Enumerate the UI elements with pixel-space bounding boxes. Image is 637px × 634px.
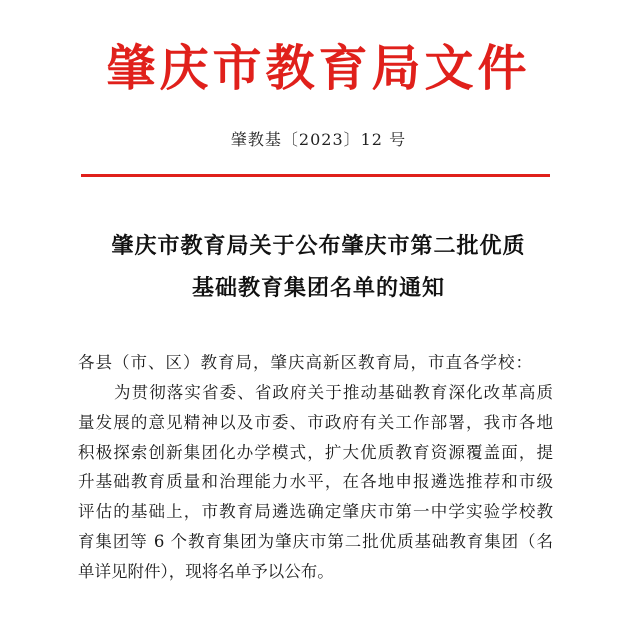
document-header: 肇庆市教育局文件 — [106, 40, 531, 97]
body-line: 量发展的意见精神以及市委、市政府有关工作部署，我市各地 — [78, 412, 553, 432]
body-line: 单详见附件），现将名单予以公布。 — [78, 561, 334, 581]
body-line: 积极探索创新集团化办学模式，扩大优质教育资源覆盖面，提 — [78, 442, 553, 462]
body-line: 评估的基础上，市教育局遴选确定肇庆市第一中学实验学校教 — [78, 502, 553, 522]
body-paragraph — [78, 378, 553, 587]
header-divider — [81, 174, 550, 177]
title-line: 肇庆市教育局关于公布肇庆市第二批优质 — [111, 234, 526, 259]
body-line: 为贯彻落实省委、省政府关于推动基础教育深化改革高质 — [114, 383, 553, 402]
document-number: 肇教基〔2023〕12 号 — [230, 130, 407, 149]
salutation: 各县（市、区）教育局，肇庆高新区教育局，市直各学校： — [78, 353, 533, 372]
title-line: 基础教育集团名单的通知 — [191, 276, 445, 301]
document-title — [0, 226, 637, 310]
body-line: 升基础教育质量和治理能力水平，在各地申报遴选推荐和市级 — [78, 472, 553, 492]
body-line: 育集团等 6 个教育集团为肇庆市第二批优质基础教育集团（名 — [78, 531, 553, 551]
